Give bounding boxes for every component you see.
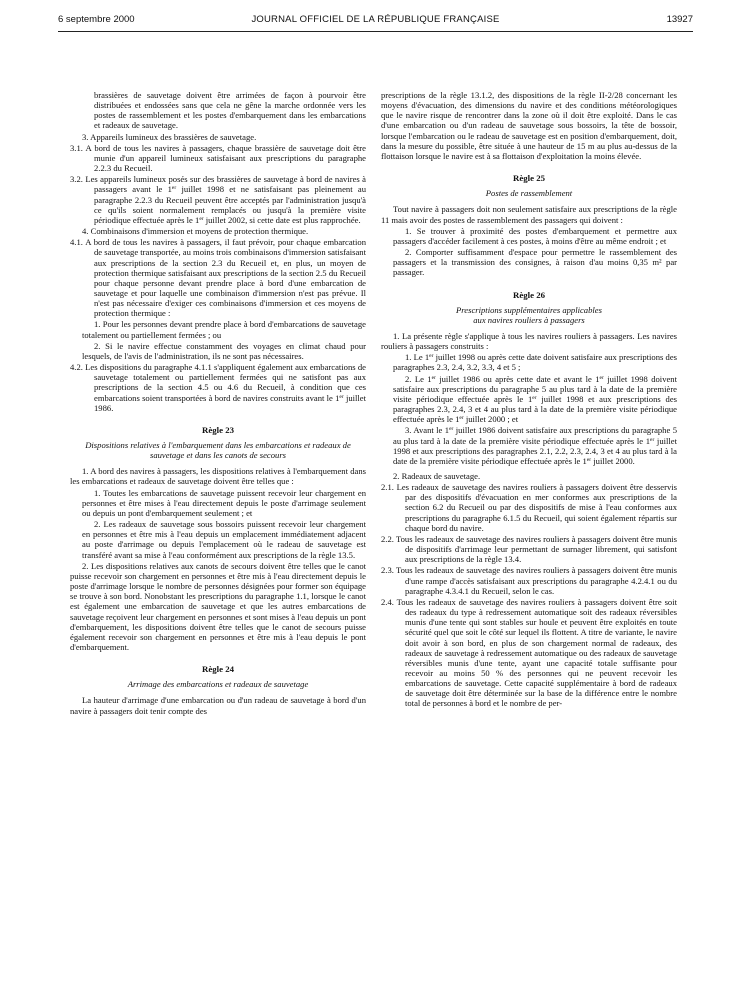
paragraph: 1. A bord des navires à passagers, les dispositions relatives à l'embarquement dans les embarcations et radeaux de sauvetage doivent être telles que :: [70, 466, 366, 487]
paragraph: 2.2. Tous les radeaux de sauvetage des navires rouliers à passagers doivent être munis de dispositifs d'arrimage leur permettant de surnager librement, qui satisfont aux prescriptions de la règle 13.4.: [381, 533, 677, 565]
paragraph: 1. Toutes les embarcations de sauvetage puissent recevoir leur chargement en personnes et être mises à l'eau directement depuis le poste d'arrimage seulement ou depuis un pont d'embarquement seulement ; et: [82, 487, 366, 518]
paragraph: 2. Les dispositions relatives aux canots de secours doivent être telles que le canot puisse recevoir son chargement en personnes et être mis à l'eau directement depuis le poste d'arrimage lorsque le nombre de personnes désignées pour former son équipage se trouve à son bord. Nonobstant les prescriptions du paragraphe 1.1, lorsque le canot est également une embarcation de sauvetage et que les autres embarcations de sauvetage reçoivent leur chargement en personnes et sont mises à l'eau depuis un pont d'embarquement, les dispositions doivent être telles que le canot de secours puisse également recevoir son chargement en personnes et être mis à l'eau depuis le pont d'embarquement.: [70, 560, 366, 652]
rule-heading: Règle 23: [201, 424, 234, 435]
paragraph: prescriptions de la règle 13.1.2, des dispositions de la règle II-2/28 concernant les moyens d'évacuation, des dimensions du navire et des conditions météorologiques que le navire risque de rencontrer dans la zone où il doit être exploité. Dans le cas d'une embarcation ou d'un radeau de sauvetage sous bossoirs, la tête de bossoir, lorsque l'embarcation ou le radeau de sauvetage est en position d'embarquement, doit, dans la mesure du possible, être située à une hauteur de 15 m au plus au-dessus de la flottaison lorsque le navire est à sa flottaison d'exploitation la moins élevée.: [381, 90, 677, 161]
rule-subheading: Dispositions relatives à l'embarquement dans les embarcations et radeaux de sauvetage et dans les canots de secours: [85, 440, 351, 461]
paragraph: 2. Le 1er juillet 1986 ou après cette date et avant le 1er juillet 1998 doivent satisfaire aux prescriptions du paragraphe 5 au plus tard à la date de la première visite périodique effectuée après le 1er juillet 1998 et aux prescriptions des paragraphes 2.3, 2.4, 3 et 4 au plus tard à la date de la première visite périodique effectuée après le 1er juillet 2000 ; et: [393, 373, 677, 425]
page-header: [58, 14, 693, 30]
paragraph: 2. Comporter suffisamment d'espace pour permettre le rassemblement des passagers et la transmission des consignes, à raison d'au moins 0,35 m² par passager.: [393, 247, 677, 278]
paragraph: 3. Avant le 1er juillet 1986 doivent satisfaire aux prescriptions du paragraphe 5 au plus tard à la date de la première visite périodique effectuée après le 1er juillet 1998 et aux prescriptions des paragraphes 2.1, 2.2, 2.3, 2.4, 3 et 4 au plus tard à la date de la première visite périodique effectuée après le 1er juillet 2000.: [393, 425, 678, 466]
paragraph: 1. Le 1er juillet 1998 ou après cette date doivent satisfaire aux prescriptions des paragraphes 2.3, 2.4, 3.2, 3.3, 4 et 5 ;: [393, 352, 677, 373]
rule-heading: Règle 25: [512, 173, 545, 184]
paragraph: Tout navire à passagers doit non seulement satisfaire aux prescriptions de la règle 11 mais avoir des postes de rassemblement des passagers qui doivent :: [381, 204, 677, 225]
paragraph: 3.2. Les appareils lumineux posés sur des brassières de sauvetage à bord de navires à passagers avant le 1er juillet 1998 et ne satisfaisant pas pleinement au paragraphe 2.2.3 du Recueil peuvent être acceptés par l'administration jusqu'à ce qu'ils soient normalement remplacés ou jusqu'à la première visite périodique effectuée après le 1er juillet 2002, si cette date est plus rapprochée.: [70, 174, 366, 225]
rule-heading: Règle 26: [512, 289, 545, 300]
paragraph: 2. Radeaux de sauvetage.: [393, 471, 481, 481]
rule-subheading: Prescriptions supplémentaires applicables: [456, 304, 602, 315]
paragraph: La hauteur d'arrimage d'une embarcation ou d'un radeau de sauvetage à bord d'un navire à passagers doit tenir compte des: [70, 695, 366, 716]
paragraph: 2.4. Tous les radeaux de sauvetage des navires rouliers à passagers doivent être soit des radeaux du type à redressement automatique soit des radeaux réversibles munis d'une tente qui sont stables sur houle et peuvent être exploités en toute sécurité quel que soit le côté sur lequel ils flottent. A titre de variante, le navire doit avoir à son bord, en plus de son chargement normal de radeaux, des radeaux de sauvetage à redressement automatique ou des radeaux de sauvetage réversibles munis d'une tente, ayant une capacité totale suffisante pour recevoir au moins 50 % des personnes qui ne peuvent recevoir les embarcations de sauvetage. Cette capacité supplémentaire à bord de radeaux de sauvetage doit être déterminée sur la base de la différence entre le nombre total de personnes à bord et le nombre de per-: [381, 596, 677, 709]
paragraph: 3. Appareils lumineux des brassières de sauvetage.: [82, 131, 257, 142]
paragraph: 2.1. Les radeaux de sauvetage des navires rouliers à passagers doivent être desservis par des dispositifs d'évacuation en mer conformes aux prescriptions de la section 6.2 du Recueil ou par des dispositifs de mise à l'eau conformes aux prescriptions du paragraphe 6.1.5 du Recueil, qui soient également répartis sur chaque bord du navire.: [381, 482, 677, 533]
paragraph: 4.1. A bord de tous les navires à passagers, il faut prévoir, pour chaque embarcation de sauvetage transportée, au moins trois combinaisons d'immersion satisfaisant aux prescriptions de la section 2.3 du Recueil et, en plus, un moyen de protection thermique satisfaisant aux prescriptions de la section 2.5 du Recueil pour chaque personne devant prendre place à bord d'une embarcation de sauvetage et pour laquelle une combinaison d'immersion n'est pas prévue. Il n'est pas nécessaire d'exiger ces combinaisons d'immersion et ces moyens de protection thermique :: [70, 237, 366, 319]
paragraph: 1. Pour les personnes devant prendre place à bord d'embarcations de sauvetage totalement ou partiellement fermées ; ou: [82, 319, 366, 340]
paragraph: 2.3. Tous les radeaux de sauvetage des navires rouliers à passagers doivent être munis d'une rampe d'accès satisfaisant aux prescriptions du paragraphe 4.2.4.1 ou du paragraphe 4.3.4.1 du Recueil, selon le cas.: [381, 565, 677, 596]
paragraph: brassières de sauvetage doivent être arrimées de façon à pourvoir être distribuées et endossées sans que cela ne gêne la marche ordonnée vers les postes de rassemblement et les postes d'embarquement dans les embarcations et radeaux de sauvetage.: [94, 90, 366, 131]
paragraph: 1. Se trouver à proximité des postes d'embarquement et permettre aux passagers d'accéder facilement à ces postes, à moins d'être au même endroit ; et: [393, 225, 677, 246]
paragraph: 4.2. Les dispositions du paragraphe 4.1.1 s'appliquent également aux embarcations de sauvetage totalement ou partiellement fermées qui ne satisfont pas aux prescriptions de la section 4.5 ou 4.6 du Recueil, à condition que ces embarcations soient transportées à bord de navires construits avant le 1er juillet 1986.: [70, 362, 366, 413]
paragraph: 2. Les radeaux de sauvetage sous bossoirs puissent recevoir leur chargement en personnes et être mis à l'eau depuis un emplacement immédiatement adjacent au poste d'arrimage ou depuis l'emplacement où le radeau de sauvetage est transféré avant sa mise à l'eau conformément aux prescriptions de la règle 13.5.: [82, 519, 366, 560]
paragraph: 4. Combinaisons d'immersion et moyens de protection thermique.: [82, 226, 309, 237]
right-column: [381, 90, 677, 710]
rule-subheading: aux navires rouliers à passagers: [473, 314, 585, 325]
paragraph: 1. La présente règle s'applique à tous les navires rouliers à passagers. Les navires rouliers à passagers construits :: [381, 330, 677, 352]
rule-heading: Règle 24: [201, 664, 234, 675]
paragraph: 3.1. A bord de tous les navires à passagers, chaque brassière de sauvetage doit être munie d'un appareil lumineux satisfaisant aux prescriptions du paragraphe 2.2.3 du Recueil.: [70, 142, 366, 174]
header-date: 6 septembre 2000: [58, 14, 135, 25]
journal-title: JOURNAL OFFICIEL DE LA RÉPUBLIQUE FRANÇAISE: [251, 14, 500, 25]
page-number: 13927: [666, 14, 693, 25]
header-rule: [58, 31, 693, 32]
left-column: [70, 90, 366, 717]
paragraph: 2. Si le navire effectue constamment des voyages en climat chaud pour lesquels, de l'avis de l'administration, ils ne sont pas nécessaires.: [82, 340, 366, 361]
rule-subheading: Arrimage des embarcations et radeaux de sauvetage: [127, 679, 309, 690]
rule-subheading: Postes de rassemblement: [485, 188, 573, 199]
